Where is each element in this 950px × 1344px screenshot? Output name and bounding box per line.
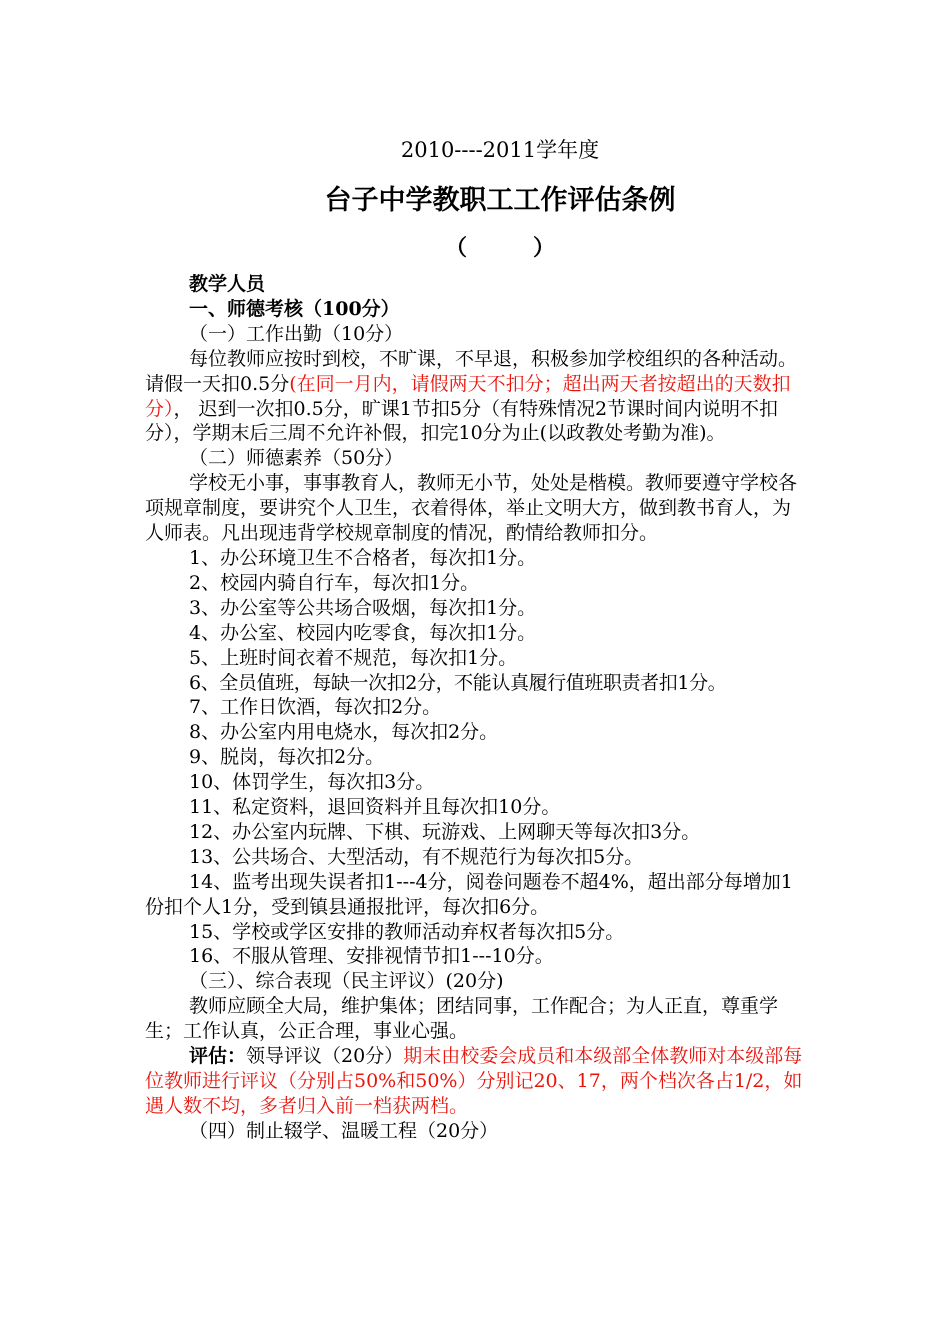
list-item: 9、脱岗，每次扣2分。 xyxy=(189,746,385,769)
list-item: 2、校园内骑自行车，每次扣1分。 xyxy=(189,571,480,594)
title-parenthesis: （ ） xyxy=(444,235,555,261)
attendance-text-a: 每位教师应按时到校，不旷课，不早退，积极参加学校组织的各种活动。请假一天扣0.5分 xyxy=(145,347,798,395)
list-item: 10、体罚学生，每次扣3分。 xyxy=(189,771,435,794)
list-item: 5、上班时间衣着不规范，每次扣1分。 xyxy=(189,646,518,669)
document-title: 台子中学教职工工作评估条例 xyxy=(324,185,676,216)
evaluation-label: 评估： xyxy=(189,1045,247,1068)
list-item: 13、公共场合、大型活动，有不规范行为每次扣5分。 xyxy=(189,845,644,868)
list-item: 3、办公室等公共场合吸烟，每次扣1分。 xyxy=(189,596,537,619)
attendance-red-note: (在同一月内，请假两天不扣分；超出两天者按超出的天数扣分） xyxy=(145,372,791,420)
attendance-text-b: ， 迟到一次扣0.5分，旷课1节扣5分（有特殊情况2节课时间内说明不扣分），学期末后三周不允许补假，扣完10分为止(以政教处考勤为准)。 xyxy=(145,397,779,445)
evaluation-paragraph xyxy=(145,1044,807,1119)
list-item: 6、全员值班，每缺一次扣2分，不能认真履行值班职责者扣1分。 xyxy=(189,671,727,694)
list-item: 16、不服从管理、安排视情节扣1---10分。 xyxy=(189,945,554,968)
document-body xyxy=(145,272,807,1144)
list-item: 15、学校或学区安排的教师活动弃权者每次扣5分。 xyxy=(189,920,625,943)
overall-paragraph: 教师应顾全大局，维护集体；团结同事，工作配合；为人正直，尊重学生；工作认真，公正合理，事业心强。 xyxy=(145,995,779,1043)
list-item: 14、监考出现失误者扣1---4分，阅卷问题卷不超4%，超出部分每增加1份扣个人1分，受到镇县通报批评，每次扣6分。 xyxy=(145,870,793,918)
evaluation-red-note: 期末由校委会成员和本级部全体教师对本级部每位教师进行评议（分别占50%和50%）分别记20、17，两个档次各占1/2，如遇人数不均，多者归入前一档获两档。 xyxy=(145,1045,803,1117)
school-year: 2010----2011学年度 xyxy=(400,138,600,162)
list-item: 11、私定资料，退回资料并且每次扣10分。 xyxy=(189,796,561,819)
ethics-intro: 学校无小事，事事教育人，教师无小节，处处是楷模。教师要遵守学校各项规章制度，要讲究个人卫生，衣着得体，举止文明大方，做到教书育人，为人师表。凡出现违背学校规章制度的情况，酌情给教师扣分。 xyxy=(145,472,798,545)
attendance-paragraph xyxy=(145,347,807,447)
list-item: 1、办公环境卫生不合格者，每次扣1分。 xyxy=(189,546,537,569)
evaluation-text: 领导评议（20分） xyxy=(246,1045,404,1068)
list-item: 8、办公室内用电烧水，每次扣2分。 xyxy=(189,721,499,744)
part1-heading: 一、师德考核（100分） xyxy=(189,297,400,320)
dropout-heading: （四）制止辍学、温暖工程（20分） xyxy=(189,1119,499,1142)
overall-heading: （三）、综合表现（民主评议）(20分) xyxy=(189,970,504,993)
list-item: 12、办公室内玩牌、下棋、玩游戏、上网聊天等每次扣3分。 xyxy=(189,820,701,843)
attendance-heading: （一）工作出勤（10分） xyxy=(189,322,404,345)
section-heading: 教学人员 xyxy=(189,273,266,295)
list-item: 4、办公室、校园内吃零食，每次扣1分。 xyxy=(189,621,537,644)
list-item: 7、工作日饮酒，每次扣2分。 xyxy=(189,696,442,719)
ethics-heading: （二）师德素养（50分） xyxy=(189,447,404,470)
